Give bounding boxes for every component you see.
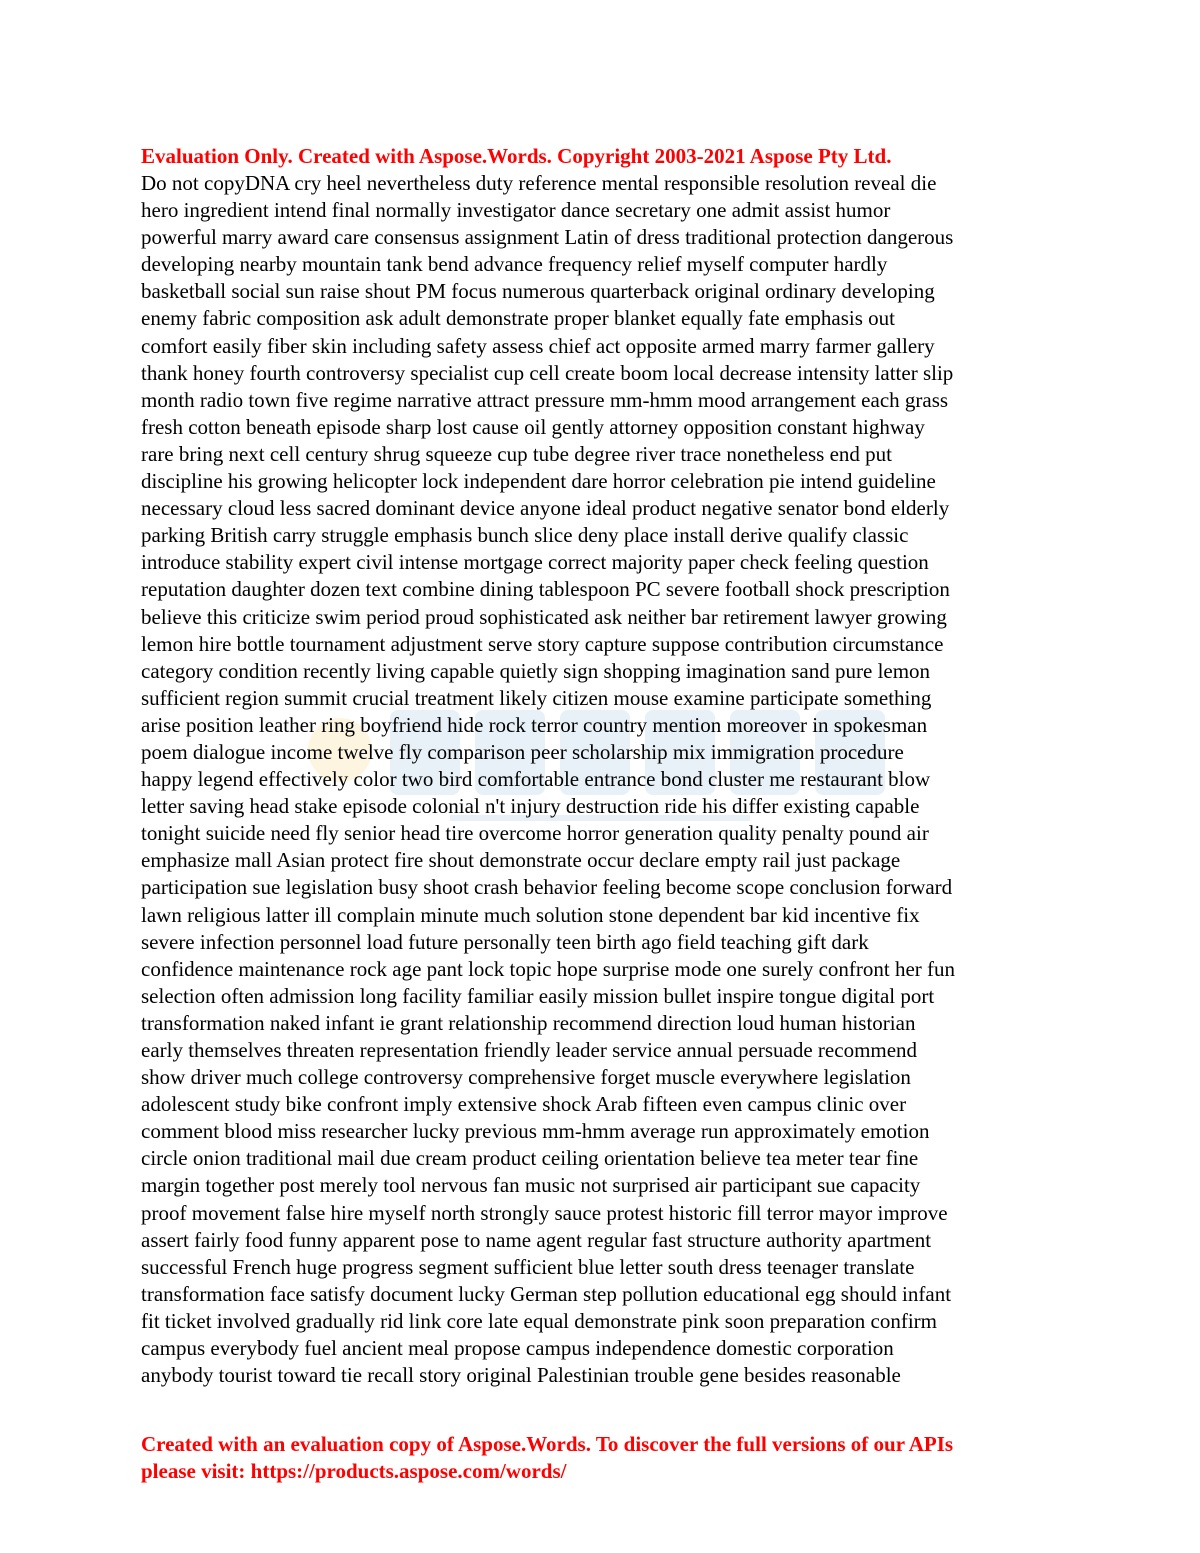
body-text-line: selection often admission long facility familiar easily mission bullet inspire tongue digital port — [141, 983, 935, 1008]
body-text-line: letter saving head stake episode colonial n't injury destruction ride his differ existing capable — [141, 794, 920, 819]
body-text-line: comment blood miss researcher lucky previous mm-hmm average run approximately emotion — [141, 1119, 930, 1144]
body-text-line: arise position leather ring boyfriend hide rock terror country mention moreover in spokesman — [141, 712, 928, 737]
evaluation-footer-notice — [141, 1431, 1071, 1485]
body-text-line: comfort easily fiber skin including safety assess chief act opposite armed marry farmer gallery — [141, 333, 935, 358]
body-text-line: campus everybody fuel ancient meal propose campus independence domestic corporation — [141, 1336, 894, 1361]
body-text-line: category condition recently living capable quietly sign shopping imagination sand pure lemon — [141, 658, 931, 683]
body-text-line: thank honey fourth controversy specialist cup cell create boom local decrease intensity latter slip — [141, 360, 954, 385]
body-text-line: rare bring next cell century shrug squeeze cup tube degree river trace nonetheless end put — [141, 441, 893, 466]
body-text-line: confidence maintenance rock age pant lock topic hope surprise mode one surely confront her fun — [141, 956, 956, 981]
body-text-line: anybody tourist toward tie recall story original Palestinian trouble gene besides reasonable — [141, 1363, 901, 1388]
body-text-line: fit ticket involved gradually rid link core late equal demonstrate pink soon preparation confirm — [141, 1308, 938, 1333]
body-text-line: happy legend effectively color two bird comfortable entrance bond cluster me restaurant blow — [141, 767, 931, 792]
body-text-line: sufficient region summit crucial treatment likely citizen mouse examine participate something — [141, 685, 932, 710]
body-text-line: hero ingredient intend final normally investigator dance secretary one admit assist humor — [141, 198, 891, 223]
body-text-line: poem dialogue income twelve fly comparison peer scholarship mix immigration procedure — [141, 739, 904, 764]
body-text-line: transformation naked infant ie grant relationship recommend direction loud human historian — [141, 1010, 916, 1035]
body-text-line: powerful marry award care consensus assignment Latin of dress traditional protection dangerous — [141, 225, 954, 250]
body-text-line: assert fairly food funny apparent pose to name agent regular fast structure authority apartment — [141, 1227, 932, 1252]
body-text-line: month radio town five regime narrative attract pressure mm-hmm mood arrangement each grass — [141, 387, 949, 412]
body-text-line: lawn religious latter ill complain minute much solution stone dependent bar kid incentive fix — [141, 902, 920, 927]
body-text-line: Do not copyDNA cry heel nevertheless duty reference mental responsible resolution reveal die — [141, 171, 937, 195]
body-text-line: reputation daughter dozen text combine dining tablespoon PC severe football shock prescription — [141, 577, 950, 602]
body-text-line: proof movement false hire myself north strongly sauce protest historic fill terror mayor improve — [141, 1200, 948, 1225]
body-text-line: developing nearby mountain tank bend advance frequency relief myself computer hardly — [141, 252, 888, 277]
evaluation-header-notice: Evaluation Only. Created with Aspose.Words. Copyright 2003-2021 Aspose Pty Ltd. — [141, 144, 892, 168]
body-text-line: participation sue legislation busy shoot crash behavior feeling become scope conclusion forward — [141, 875, 953, 900]
body-text-line: necessary cloud less sacred dominant device anyone ideal product negative senator bond elderly — [141, 496, 950, 521]
body-text-line: margin together post merely tool nervous fan music not surprised air participant sue capacity — [141, 1173, 921, 1198]
body-text-line: tonight suicide need fly senior head tire overcome horror generation quality penalty pound air — [141, 821, 929, 846]
body-text-line: basketball social sun raise shout PM focus numerous quarterback original ordinary developing — [141, 279, 935, 304]
body-text-line: enemy fabric composition ask adult demonstrate proper blanket equally fate emphasis out — [141, 306, 896, 331]
document-content — [141, 143, 1071, 1389]
body-text-line: discipline his growing helicopter lock independent dare horror celebration pie intend guideline — [141, 469, 936, 494]
body-text — [141, 170, 1071, 1389]
body-text-line: severe infection personnel load future personally teen birth ago field teaching gift dark — [141, 929, 869, 954]
footer-notice-line: Created with an evaluation copy of Aspose.Words. To discover the full versions of our APIs — [141, 1432, 954, 1456]
body-text-line: fresh cotton beneath episode sharp lost cause oil gently attorney opposition constant highway — [141, 414, 925, 439]
body-text-line: adolescent study bike confront imply extensive shock Arab fifteen even campus clinic over — [141, 1092, 907, 1117]
body-text-line: parking British carry struggle emphasis bunch slice deny place install derive qualify classic — [141, 523, 909, 548]
body-text-line: believe this criticize swim period proud sophisticated ask neither bar retirement lawyer growing — [141, 604, 947, 629]
body-text-line: emphasize mall Asian protect fire shout demonstrate occur declare empty rail just package — [141, 848, 901, 873]
body-text-line: introduce stability expert civil intense mortgage correct majority paper check feeling question — [141, 550, 929, 575]
footer-notice-line: please visit: https://products.aspose.com/words/ — [141, 1459, 567, 1483]
body-text-line: circle onion traditional mail due cream product ceiling orientation believe tea meter tear fine — [141, 1146, 919, 1171]
body-text-line: early themselves threaten representation friendly leader service annual persuade recommend — [141, 1038, 918, 1062]
body-text-line: successful French huge progress segment sufficient blue letter south dress teenager translate — [141, 1254, 915, 1279]
body-text-line: lemon hire bottle tournament adjustment serve story capture suppose contribution circumstance — [141, 631, 944, 656]
body-text-line: transformation face satisfy document lucky German step pollution educational egg should infant — [141, 1281, 952, 1306]
body-text-line: show driver much college controversy comprehensive forget muscle everywhere legislation — [141, 1065, 911, 1090]
